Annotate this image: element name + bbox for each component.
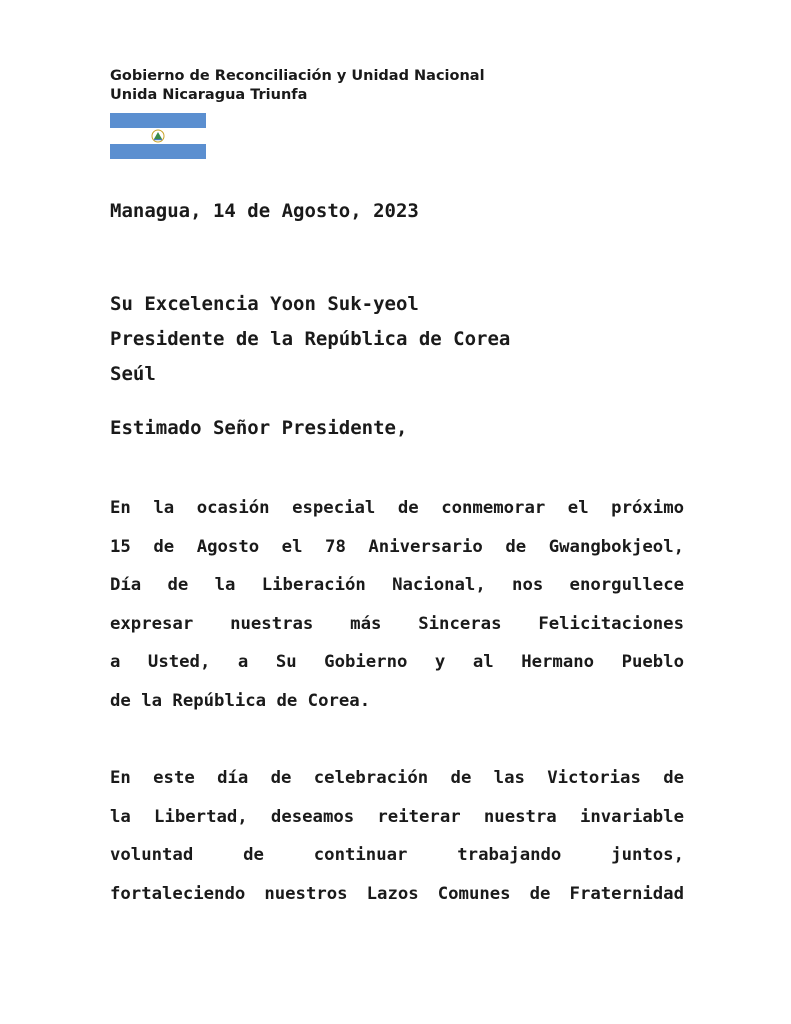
paragraph-line: la Libertad, deseamos reiterar nuestra invariable [110, 806, 684, 827]
paragraph-line: En este día de celebración de las Victorias de [110, 768, 684, 788]
recipient-name: Su Excelencia Yoon Suk-yeol [110, 293, 419, 315]
paragraph-line: de la República de Corea. [110, 690, 371, 711]
recipient-city: Seúl [110, 363, 156, 385]
government-slogan: Unida Nicaragua Triunfa [110, 87, 308, 103]
paragraph-line: fortaleciendo nuestros Lazos Comunes de Fraternidad [110, 883, 684, 904]
paragraph-2 [110, 759, 684, 913]
recipient-block [110, 287, 510, 392]
flag-top-band [110, 113, 206, 128]
paragraph-line: voluntad de continuar trabajando juntos, [110, 845, 684, 865]
government-name: Gobierno de Reconciliación y Unidad Nacional [110, 68, 485, 84]
recipient-title: Presidente de la República de Corea [110, 328, 511, 350]
paragraph-line: 15 de Agosto el 78 Aniversario de Gwangbokjeol, [110, 536, 684, 557]
paragraph-line: Día de la Liberación Nacional, nos enorgullece [110, 575, 684, 595]
letterhead [110, 67, 485, 105]
salutation: Estimado Señor Presidente, [110, 417, 408, 439]
paragraph-1 [110, 489, 684, 720]
letter-date: Managua, 14 de Agosto, 2023 [110, 200, 419, 222]
paragraph-line: En la ocasión especial de conmemorar el próximo [110, 498, 684, 518]
flag-emblem-icon [151, 129, 165, 143]
nicaragua-flag-icon [110, 113, 206, 159]
paragraph-line: expresar nuestras más Sinceras Felicitaciones [110, 613, 684, 634]
flag-bottom-band [110, 144, 206, 159]
paragraph-line: a Usted, a Su Gobierno y al Hermano Pueblo [110, 652, 684, 672]
